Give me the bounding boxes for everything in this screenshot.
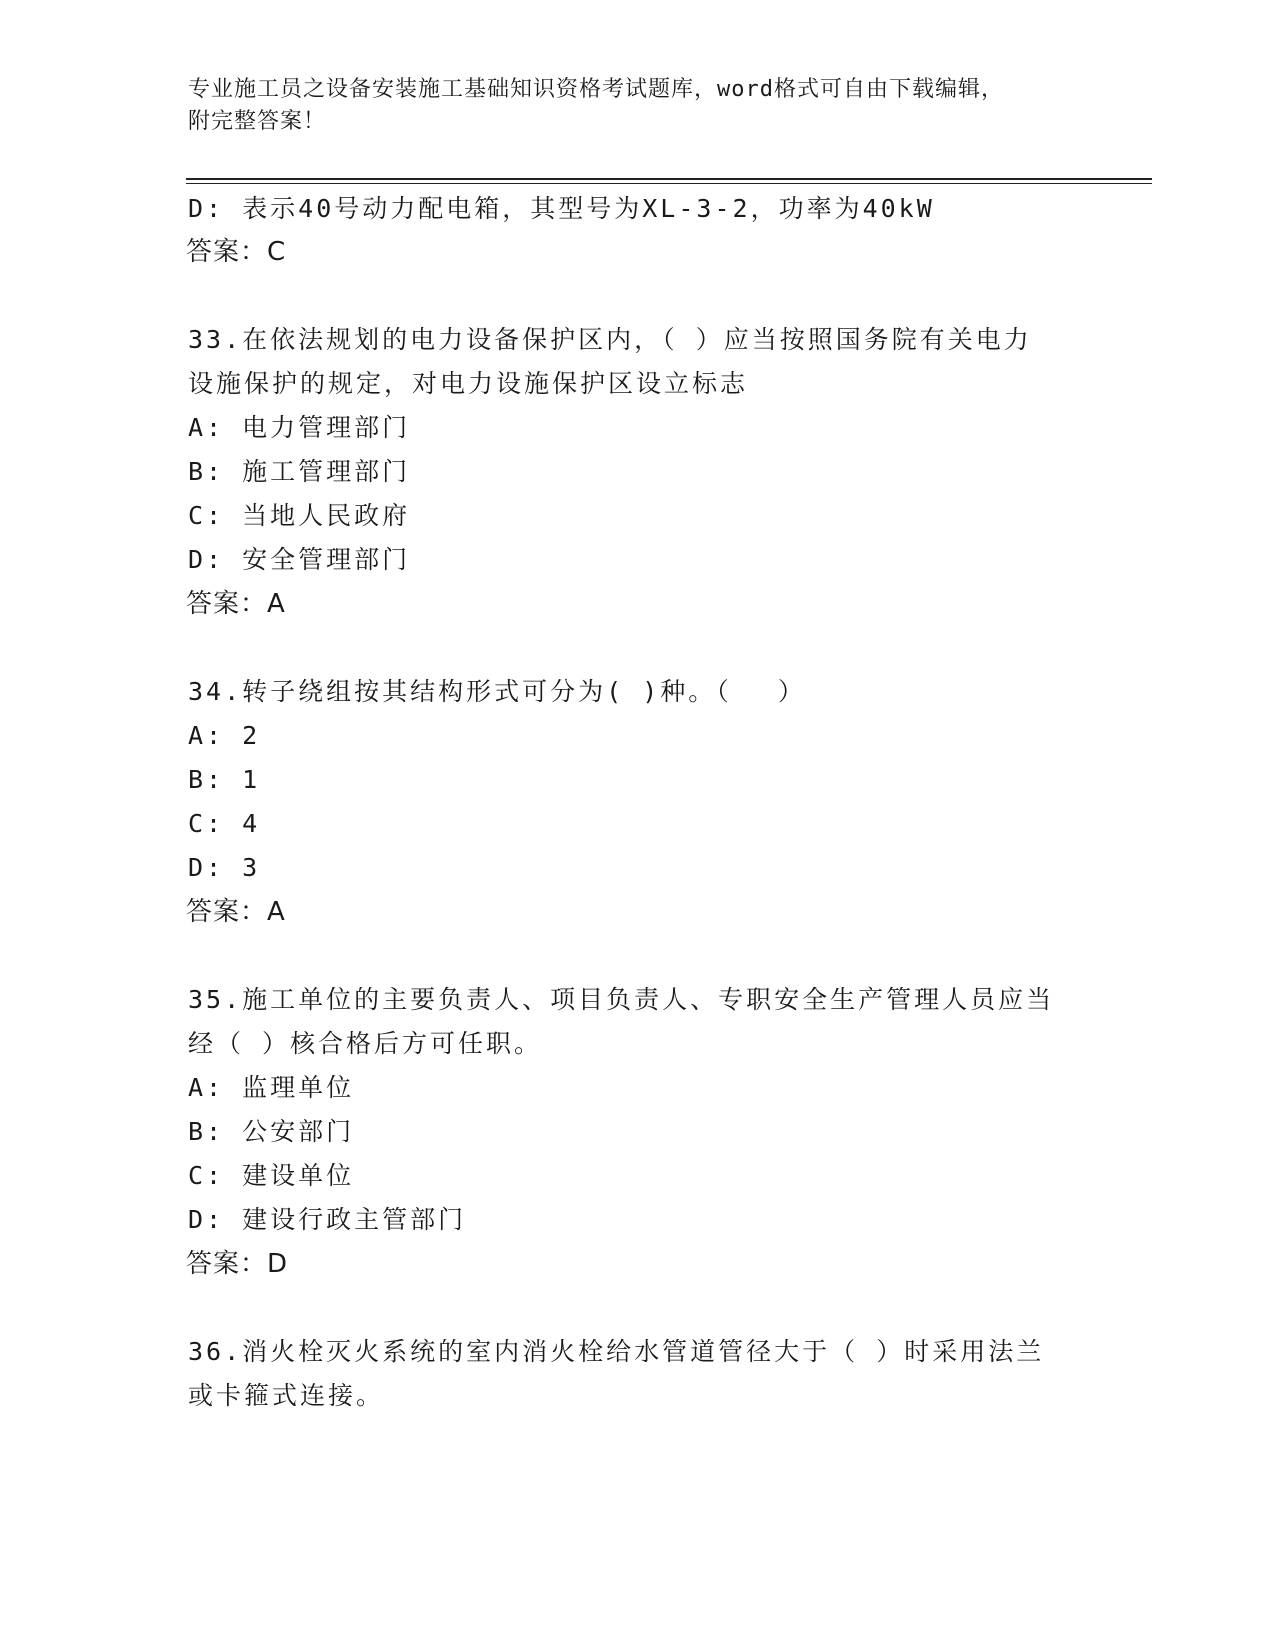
q33-option-a: A: 电力管理部门 [188, 413, 411, 442]
q35-stem-line-1: 35.施工单位的主要负责人、项目负责人、专职安全生产管理人员应当 [188, 985, 1055, 1014]
q34-option-a: A: 2 [188, 721, 261, 750]
q36-stem-line-1: 36.消火栓灭火系统的室内消火栓给水管道管径大于（ ）时采用法兰 [188, 1337, 1045, 1366]
q33-option-c: C: 当地人民政府 [188, 501, 411, 530]
q34-option-b: B: 1 [188, 765, 261, 794]
q34-option-d: D: 3 [188, 853, 261, 882]
header-rule-thin [186, 183, 1152, 184]
q35-answer: 答案：D [186, 1249, 289, 1279]
q34-stem-line-1: 34.转子绕组按其结构形式可分为( )种。（ ） [188, 677, 806, 706]
q33-answer: 答案：A [186, 589, 286, 619]
header-line-2: 附完整答案！ [188, 109, 327, 134]
q35-option-c: C: 建设单位 [188, 1161, 355, 1190]
q35-option-d: D: 建设行政主管部门 [188, 1205, 467, 1234]
document-header [188, 74, 1068, 138]
q33-option-d: D: 安全管理部门 [188, 545, 411, 574]
q35-option-b: B: 公安部门 [188, 1117, 355, 1146]
q35-option-a: A: 监理单位 [188, 1073, 355, 1102]
header-rule-thick [186, 178, 1152, 180]
header-line-1: 专业施工员之设备安装施工基础知识资格考试题库，word格式可自由下载编辑， [188, 77, 1004, 102]
q34-option-c: C: 4 [188, 809, 261, 838]
q33-stem-line-1: 33.在依法规划的电力设备保护区内，（ ）应当按照国务院有关电力 [188, 325, 1032, 354]
prev-option-d: D: 表示40号动力配电箱，其型号为XL-3-2，功率为40kW [188, 194, 935, 223]
q33-stem-line-2: 设施保护的规定，对电力设施保护区设立标志 [188, 369, 749, 398]
q35-stem-line-2: 经（ ）核合格后方可任职。 [188, 1029, 543, 1058]
q36-stem-line-2: 或卡箍式连接。 [188, 1381, 385, 1410]
q34-answer: 答案：A [186, 897, 286, 927]
prev-answer: 答案：C [186, 237, 287, 267]
q33-option-b: B: 施工管理部门 [188, 457, 411, 486]
